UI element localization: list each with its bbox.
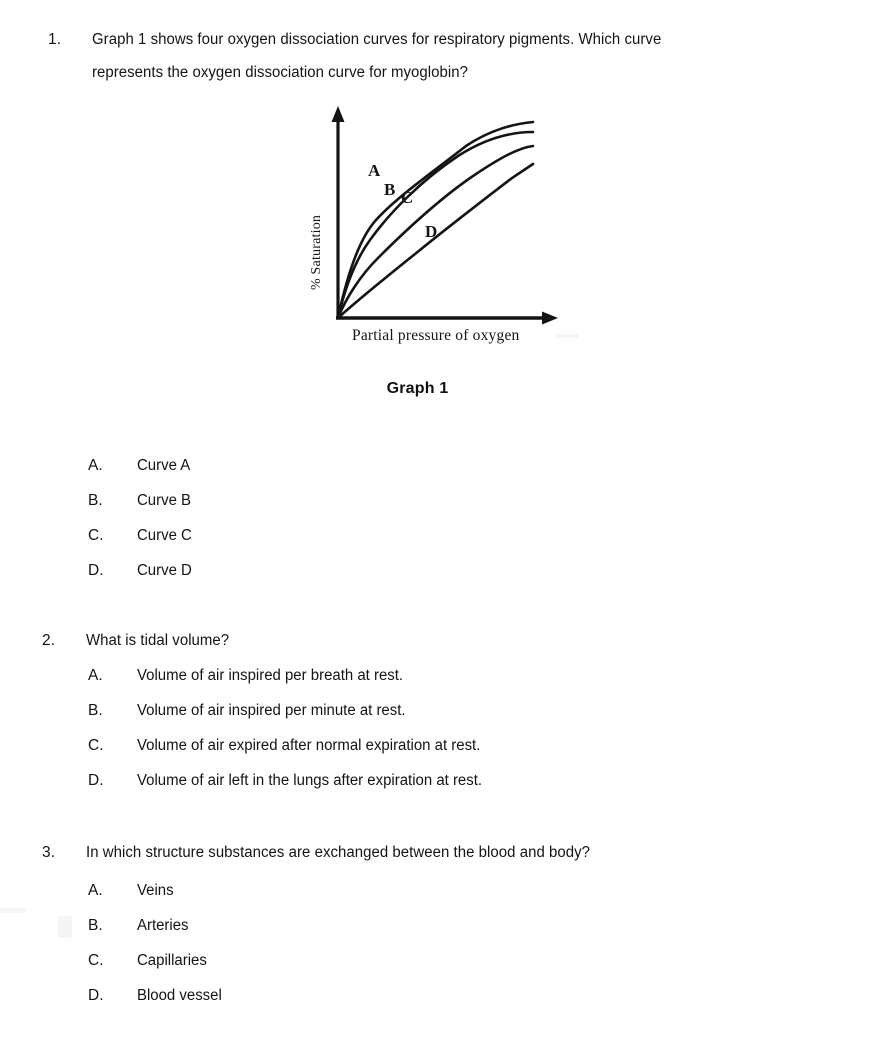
question-2-line-1: What is tidal volume? <box>86 632 230 649</box>
option-q2-a-letter: A. <box>88 667 103 684</box>
curve-a <box>338 122 533 318</box>
x-axis-label: Partial pressure of oxygen <box>352 327 520 344</box>
question-1 <box>48 23 808 89</box>
scan-artifact <box>0 908 26 913</box>
option-q2-a-text: Volume of air inspired per breath at rest. <box>137 667 404 684</box>
option-q3-b[interactable] <box>88 911 225 946</box>
option-q2-c-text: Volume of air expired after normal expiration at rest. <box>137 737 481 754</box>
question-1-line-2: represents the oxygen dissociation curve for myoglobin? <box>92 64 468 81</box>
option-q3-a-text: Veins <box>137 882 174 899</box>
graph-1-figure <box>290 100 590 360</box>
curve-label-b: B <box>384 180 396 199</box>
curve-d <box>338 164 533 318</box>
y-axis-label: % Saturation <box>309 214 324 290</box>
option-q2-d-text: Volume of air left in the lungs after expiration at rest. <box>137 772 483 789</box>
question-3-number: 3. <box>42 844 56 861</box>
option-q3-b-text: Arteries <box>137 917 189 934</box>
option-q1-c[interactable] <box>88 521 194 556</box>
option-q3-c[interactable] <box>88 946 225 981</box>
question-1-number: 1. <box>48 31 62 48</box>
option-q1-b-text: Curve B <box>137 492 192 509</box>
scan-artifact <box>58 916 72 938</box>
question-2-options <box>88 661 495 801</box>
option-q2-d[interactable] <box>88 766 495 801</box>
question-1-line-1: Graph 1 shows four oxygen dissociation curves for respiratory pigments. Which curve <box>92 31 662 48</box>
question-2-number: 2. <box>42 632 56 649</box>
option-q3-d-text: Blood vessel <box>137 987 222 1004</box>
option-q1-b[interactable] <box>88 486 194 521</box>
option-q2-b-text: Volume of air inspired per minute at rest. <box>137 702 406 719</box>
option-q3-a[interactable] <box>88 876 225 911</box>
option-q3-c-text: Capillaries <box>137 952 207 969</box>
question-2 <box>42 624 802 657</box>
y-axis <box>332 106 345 318</box>
curve-label-a: A <box>368 161 381 180</box>
option-q2-c-letter: C. <box>88 737 104 754</box>
question-3 <box>42 836 842 869</box>
option-q1-c-text: Curve C <box>137 527 192 544</box>
question-2-text <box>86 624 234 657</box>
option-q1-a[interactable] <box>88 451 194 486</box>
option-q1-b-letter: B. <box>88 492 103 509</box>
question-3-text <box>86 836 608 869</box>
option-q3-d-letter: D. <box>88 987 104 1004</box>
question-3-line-1: In which structure substances are exchanged between the blood and body? <box>86 844 591 861</box>
option-q2-b[interactable] <box>88 696 495 731</box>
graph-1-caption <box>0 380 879 398</box>
option-q2-c[interactable] <box>88 731 495 766</box>
option-q2-b-letter: B. <box>88 702 103 719</box>
curve-label-c: C <box>401 188 414 207</box>
graph-1-caption-text: Graph 1 <box>386 380 449 397</box>
option-q3-a-letter: A. <box>88 882 103 899</box>
option-q1-a-letter: A. <box>88 457 103 474</box>
option-q2-d-letter: D. <box>88 772 104 789</box>
x-axis <box>336 312 558 325</box>
option-q1-d[interactable] <box>88 556 194 591</box>
option-q1-c-letter: C. <box>88 527 104 544</box>
option-q3-b-letter: B. <box>88 917 103 934</box>
option-q2-a[interactable] <box>88 661 495 696</box>
option-q3-d[interactable] <box>88 981 225 1016</box>
option-q1-d-letter: D. <box>88 562 104 579</box>
curve-label-d: D <box>425 222 438 241</box>
question-3-options <box>88 876 225 1016</box>
question-1-text <box>92 23 682 89</box>
question-1-options <box>88 451 194 591</box>
option-q3-c-letter: C. <box>88 952 104 969</box>
option-q1-a-text: Curve A <box>137 457 191 474</box>
option-q1-d-text: Curve D <box>137 562 192 579</box>
